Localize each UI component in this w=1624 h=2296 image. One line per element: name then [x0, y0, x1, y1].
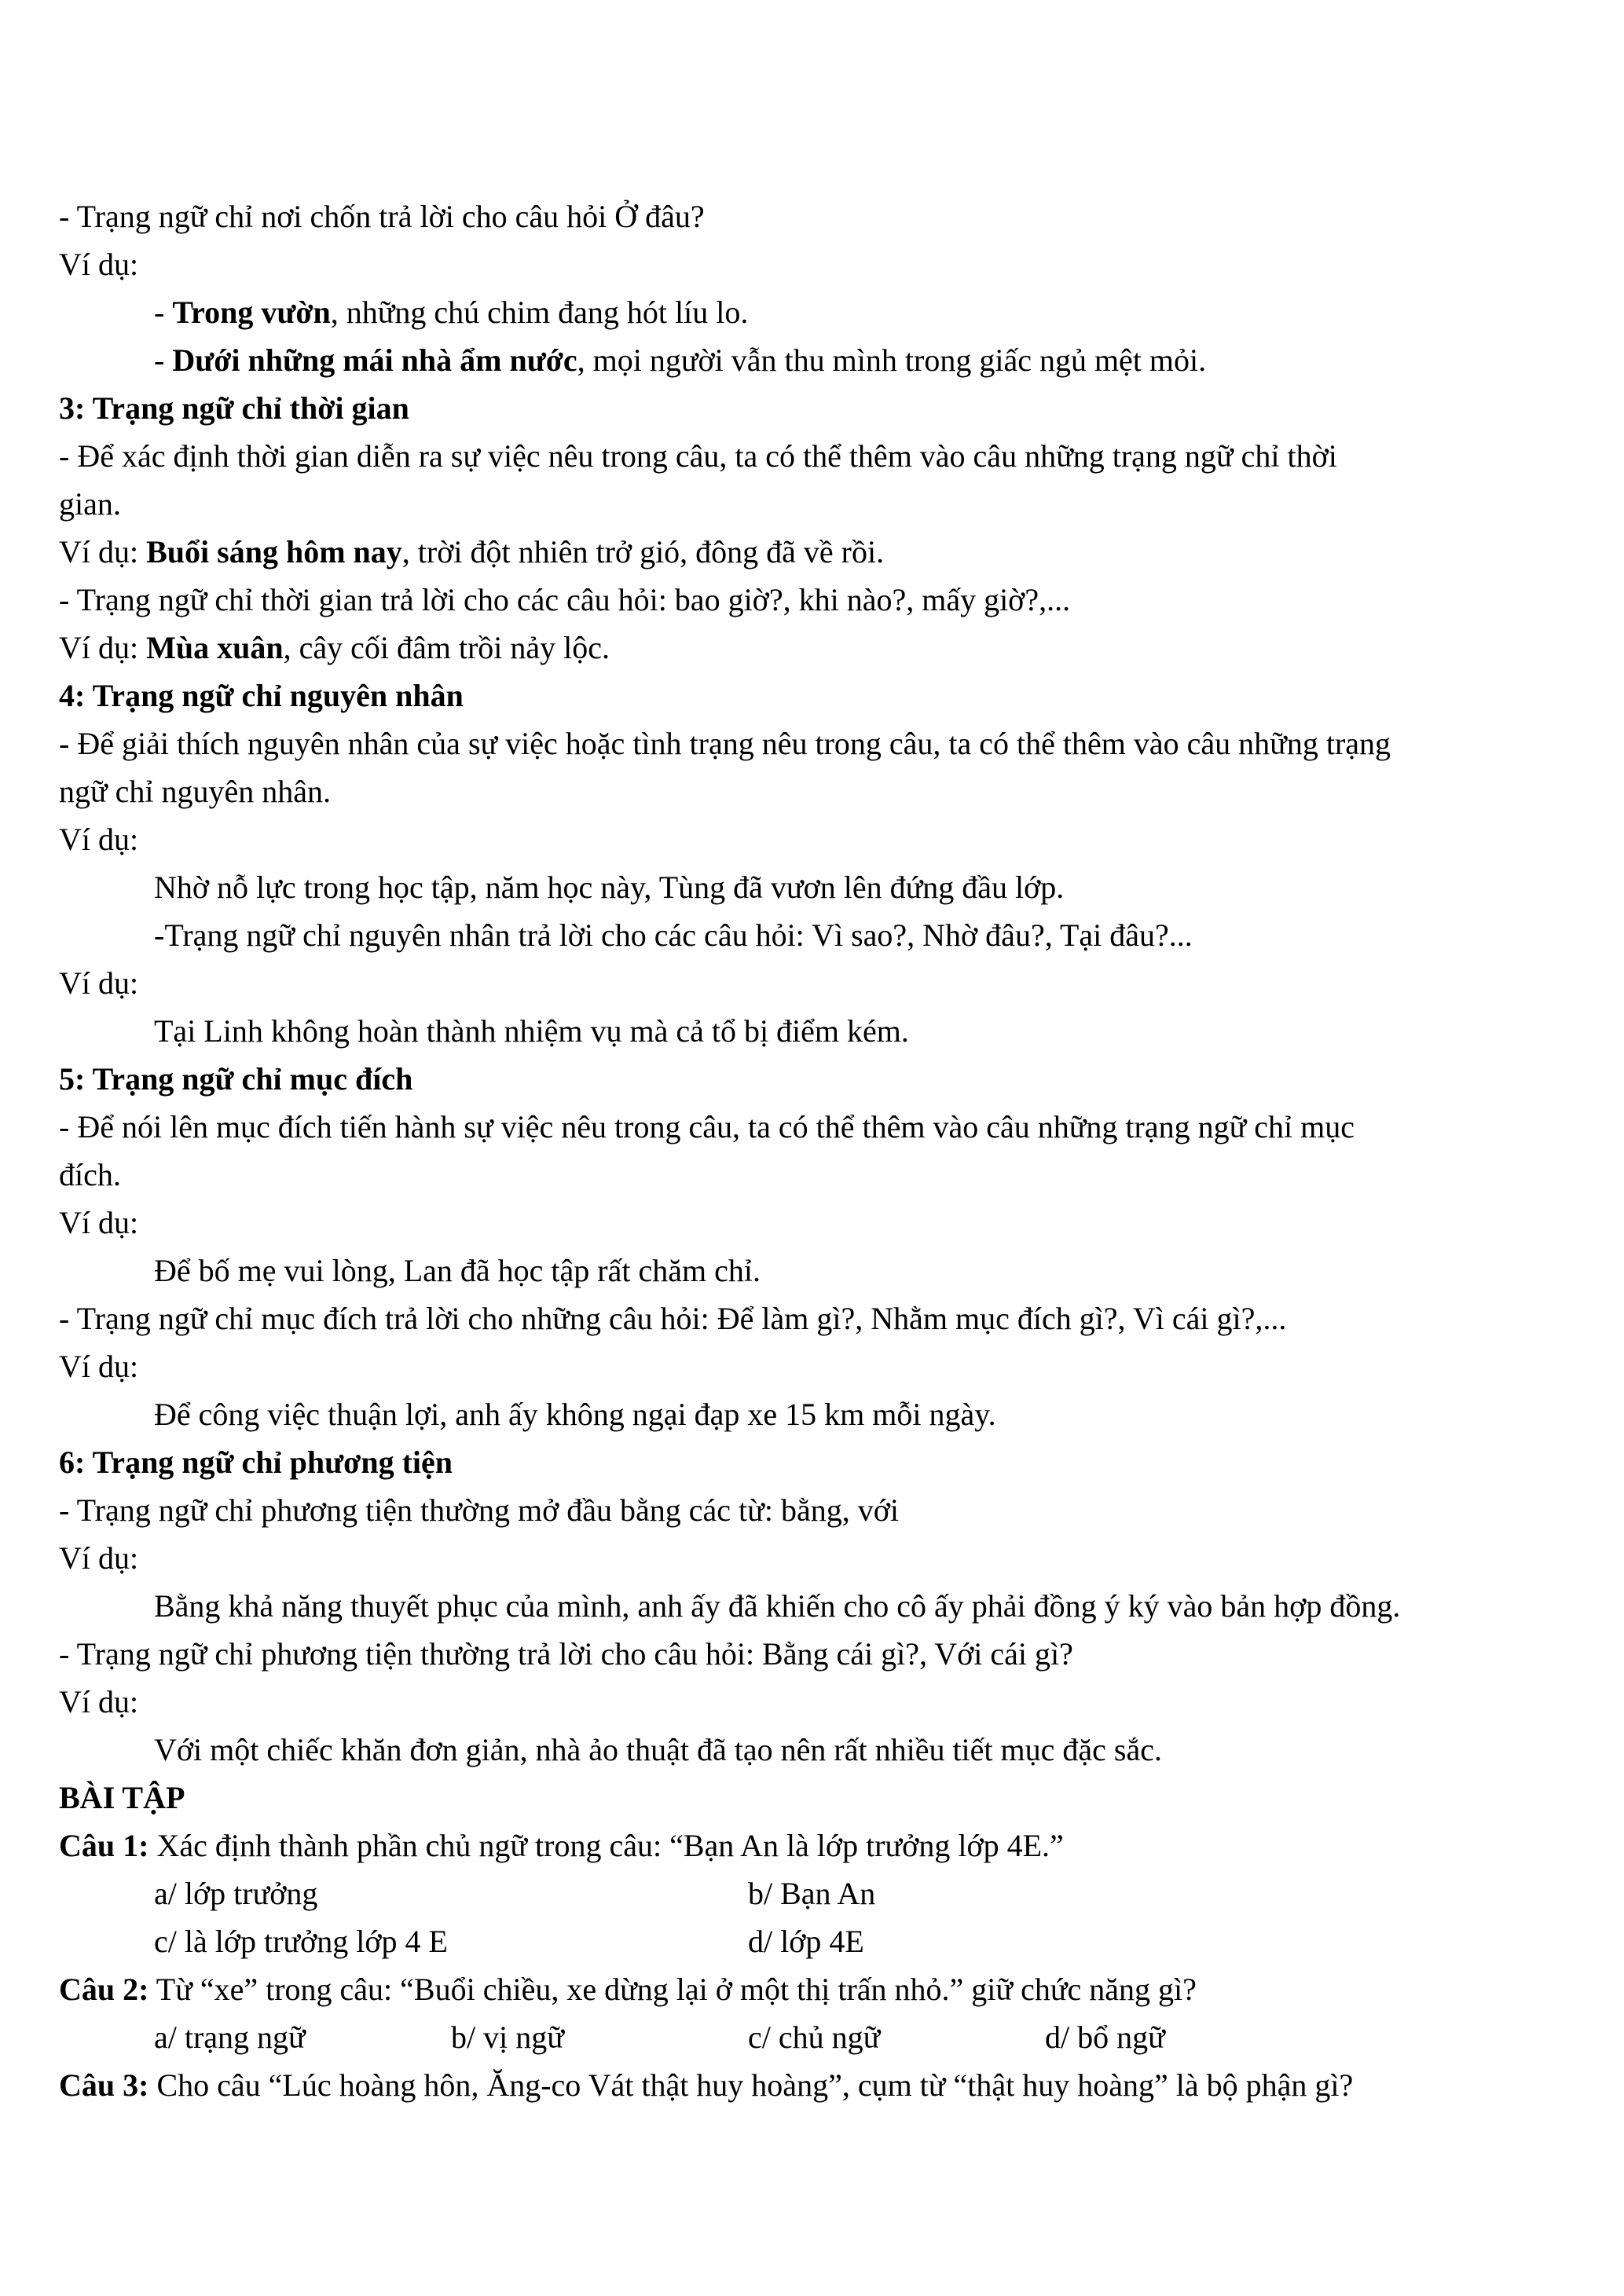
- example-line: Tại Linh không hoàn thành nhiệm vụ mà cả tổ bị điểm kém.: [154, 1013, 909, 1049]
- answer-option-a: a/ lớp trưởng: [154, 1876, 318, 1911]
- document-page: [59, 192, 1583, 2109]
- example-label: Ví dụ:: [59, 1205, 139, 1240]
- answer-option-b: b/ vị ngữ: [451, 2020, 564, 2055]
- example-label: Ví dụ:: [59, 1349, 139, 1384]
- example-line: [59, 528, 1583, 576]
- example-line: Để bố mẹ vui lòng, Lan đã học tập rất chăm chỉ.: [154, 1253, 761, 1288]
- example-label: Ví dụ:: [59, 630, 147, 665]
- paragraph-line: ngữ chỉ nguyên nhân.: [59, 774, 332, 809]
- answer-option-d: d/ bổ ngữ: [1045, 2020, 1165, 2055]
- exercises-heading: BÀI TẬP: [59, 1780, 185, 1815]
- dash: -: [154, 342, 173, 378]
- adverbial-bold: Buổi sáng hôm nay: [146, 534, 402, 569]
- example-line: Bằng khả năng thuyết phục của mình, anh ấy đã khiến cho cô ấy phải đồng ý ký vào bản hợp đồng.: [154, 1588, 1401, 1624]
- sentence-rest: , trời đột nhiên trở gió, đông đã về rồi.: [401, 534, 885, 569]
- example-line: Nhờ nỗ lực trong học tập, năm học này, Tùng đã vươn lên đứng đầu lớp.: [154, 870, 1065, 905]
- section-heading-purpose: 5: Trạng ngữ chỉ mục đích: [59, 1061, 413, 1097]
- question-label: Câu 3:: [59, 2067, 149, 2103]
- example-line: [59, 288, 1583, 336]
- question-2: [59, 1965, 1583, 2013]
- paragraph-line: - Trạng ngữ chỉ thời gian trả lời cho các câu hỏi: bao giờ?, khi nào?, mấy giờ?,...: [59, 582, 1071, 617]
- question-label: Câu 2:: [59, 1972, 149, 2007]
- example-label: Ví dụ:: [59, 534, 147, 569]
- example-label: Ví dụ:: [59, 965, 139, 1001]
- example-label: Ví dụ:: [59, 1540, 139, 1576]
- answer-options-row: [59, 1917, 1583, 1965]
- question-1: [59, 1822, 1583, 1869]
- sentence-rest: , những chú chim đang hót líu lo.: [330, 295, 749, 330]
- adverbial-bold: Trong vườn: [172, 295, 331, 330]
- example-line: [59, 336, 1583, 384]
- answer-option-c: c/ chủ ngữ: [748, 2020, 881, 2055]
- question-3: [59, 2061, 1583, 2109]
- paragraph-line: gian.: [59, 486, 121, 522]
- question-text: Xác định thành phần chủ ngữ trong câu: “Bạn An là lớp trưởng lớp 4E.”: [148, 1828, 1064, 1863]
- dash: -: [154, 295, 173, 330]
- answer-option-b: b/ Bạn An: [748, 1876, 876, 1911]
- example-label: Ví dụ:: [59, 247, 139, 282]
- example-label: Ví dụ:: [59, 822, 139, 857]
- example-line: [59, 624, 1583, 672]
- section-heading-cause: 4: Trạng ngữ chỉ nguyên nhân: [59, 678, 464, 713]
- paragraph-line: - Trạng ngữ chỉ phương tiện thường mở đầu bằng các từ: bằng, với: [59, 1492, 899, 1528]
- paragraph-line: - Trạng ngữ chỉ phương tiện thường trả lời cho câu hỏi: Bằng cái gì?, Với cái gì?: [59, 1636, 1073, 1672]
- example-line: Với một chiếc khăn đơn giản, nhà ảo thuật đã tạo nên rất nhiều tiết mục đặc sắc.: [154, 1732, 1162, 1767]
- adverbial-bold: Mùa xuân: [146, 630, 284, 665]
- answer-options-row: [59, 1869, 1583, 1917]
- paragraph-line: đích.: [59, 1157, 121, 1192]
- paragraph-line: - Trạng ngữ chỉ mục đích trả lời cho những câu hỏi: Để làm gì?, Nhằm mục đích gì?, Vì cái gì?,...: [59, 1301, 1287, 1336]
- paragraph-line: - Để nói lên mục đích tiến hành sự việc nêu trong câu, ta có thể thêm vào câu những trạng ngữ chỉ mục: [59, 1109, 1355, 1144]
- paragraph-line: - Để xác định thời gian diễn ra sự việc nêu trong câu, ta có thể thêm vào câu những trạng ngữ chỉ thời: [59, 438, 1337, 474]
- question-label: Câu 1:: [59, 1828, 149, 1863]
- section-heading-time: 3: Trạng ngữ chỉ thời gian: [59, 390, 409, 426]
- question-text: Cho câu “Lúc hoàng hôn, Ăng-co Vát thật huy hoàng”, cụm từ “thật huy hoàng” là bộ phận gì?: [148, 2067, 1354, 2103]
- adverbial-bold: Dưới những mái nhà ẩm nước: [172, 342, 577, 378]
- place-question-line: - Trạng ngữ chỉ nơi chốn trả lời cho câu hỏi Ở đâu?: [59, 199, 705, 234]
- answer-option-a: a/ trạng ngữ: [154, 2020, 306, 2055]
- sentence-rest: , cây cối đâm trồi nảy lộc.: [283, 630, 610, 665]
- section-heading-means: 6: Trạng ngữ chỉ phương tiện: [59, 1445, 453, 1480]
- sentence-rest: , mọi người vẫn thu mình trong giấc ngủ mệt mỏi.: [577, 342, 1207, 378]
- answer-option-d: d/ lớp 4E: [748, 1924, 864, 1959]
- example-line: Để công việc thuận lợi, anh ấy không ngại đạp xe 15 km mỗi ngày.: [154, 1397, 996, 1432]
- answer-option-c: c/ là lớp trưởng lớp 4 E: [154, 1924, 448, 1959]
- paragraph-line: - Để giải thích nguyên nhân của sự việc hoặc tình trạng nêu trong câu, ta có thể thêm vào câu những trạng: [59, 726, 1391, 761]
- question-text: Từ “xe” trong câu: “Buổi chiều, xe dừng lại ở một thị trấn nhỏ.” giữ chức năng gì?: [148, 1972, 1197, 2007]
- answer-options-row: [59, 2013, 1583, 2061]
- example-label: Ví dụ:: [59, 1684, 139, 1719]
- paragraph-line: -Trạng ngữ chỉ nguyên nhân trả lời cho các câu hỏi: Vì sao?, Nhờ đâu?, Tại đâu?...: [154, 917, 1193, 953]
